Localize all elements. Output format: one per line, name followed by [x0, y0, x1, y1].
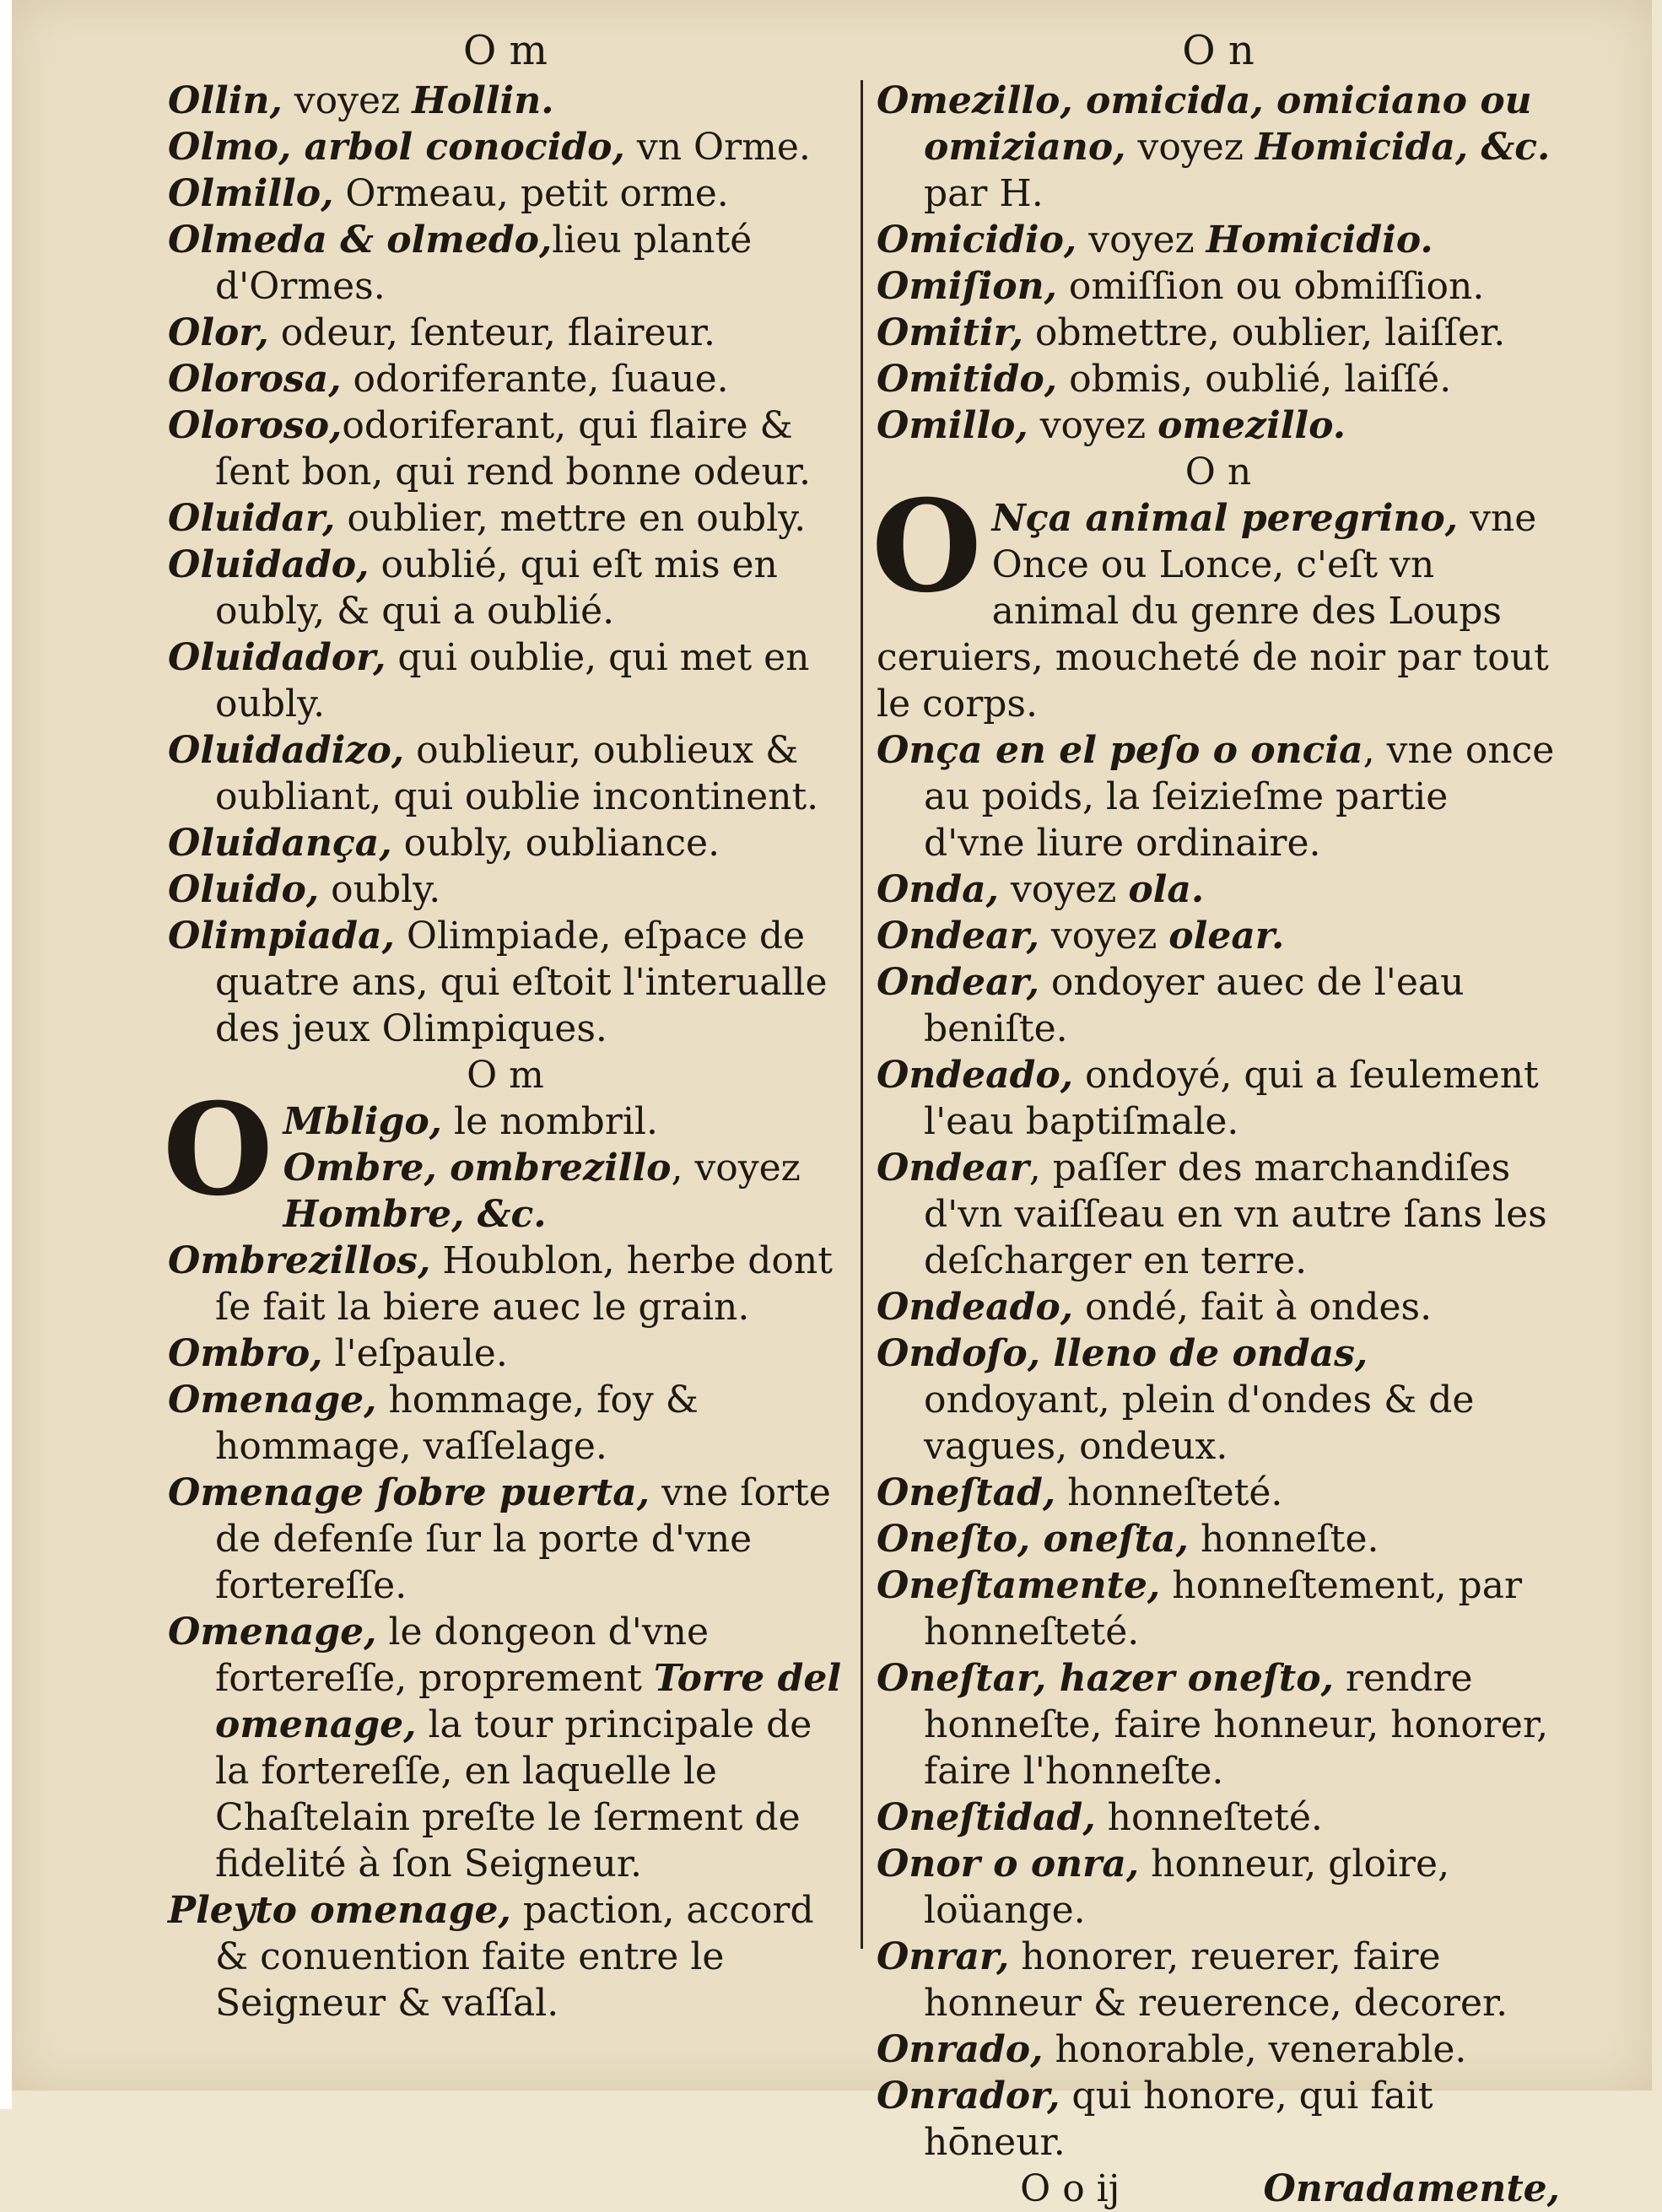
definition: ondoyé, qui a ſeulement l'eau baptiſmale. [924, 1054, 1539, 1143]
headword: Omicidio, [877, 219, 1077, 262]
entry-list [168, 78, 843, 1052]
dictionary-entry [168, 170, 843, 217]
dictionary-entry [168, 1609, 843, 1887]
definition: oublieur, oublieux & oubliant, qui oublie incontinent. [215, 729, 819, 818]
definition: vne ſorte de defenſe ſur la porte d'vne fortereſſe. [215, 1471, 831, 1607]
dictionary-entry [877, 1284, 1560, 1330]
headword: Ondoſo, lleno de ondas, [877, 1332, 1368, 1375]
dictionary-entry [877, 866, 1560, 913]
dictionary-entry [168, 124, 843, 170]
definition: Houblon, herbe dont ſe fait la biere auec le grain. [215, 1239, 833, 1329]
headword: Oluidar, [168, 497, 336, 540]
definition: honneſte. [1188, 1518, 1379, 1561]
definition: odoriferante, ſuaue. [341, 358, 729, 401]
dictionary-entry [168, 913, 843, 1052]
headword: Ondear, [877, 961, 1039, 1004]
dictionary-entry [877, 1934, 1560, 2026]
dictionary-entry [168, 1470, 843, 1609]
dictionary-entry [168, 78, 843, 124]
headword: Olorosa, [168, 358, 342, 401]
dictionary-entry [877, 1794, 1560, 1841]
headword: Onrador, [877, 2074, 1060, 2118]
headword: Mbligo, [283, 1100, 443, 1143]
definition: honorable, venerable. [1043, 2028, 1467, 2071]
headword: Oluidança, [168, 822, 392, 865]
headword: Ondear, [877, 914, 1039, 958]
dictionary-entry [877, 2073, 1560, 2166]
headword: Olimpiada, [168, 914, 395, 958]
dictionary-entry [877, 1841, 1560, 1934]
headword: Omezillo, omicida, omiciano ou omiziano, [877, 79, 1532, 169]
definition: ondoyant, plein d'ondes & de vagues, ondeux. [924, 1378, 1475, 1468]
definition: l'eſpaule. [322, 1332, 508, 1375]
definition: oubly. [319, 868, 441, 911]
entry-list [168, 1238, 843, 2026]
dictionary-entry [877, 310, 1560, 356]
dictionary-entry [168, 866, 843, 913]
dictionary-entry [877, 959, 1560, 1052]
dictionary-entry [168, 1377, 843, 1470]
headword: Oluidado, [168, 543, 370, 586]
headword: Oneſtar, hazer oneſto, [877, 1657, 1334, 1700]
definition: , vne once au poids, la ſeizieſme partie d'vne liure ordinaire. [924, 729, 1555, 865]
definition: , paſſer des marchandiſes d'vn vaiſſeau en vn autre ſans les deſcharger en terre. [924, 1146, 1547, 1282]
definition: par H. [924, 172, 1044, 215]
dictionary-entry [877, 1145, 1560, 1284]
headword: Oneſtamente, [877, 1564, 1161, 1607]
headword: Omitido, [877, 358, 1058, 401]
headword: Onda, [877, 868, 999, 911]
definition: obmettre, oublier, laiſſer. [1023, 311, 1506, 354]
cross-reference: ola. [1128, 868, 1205, 911]
definition: honorer, reuerer, faire honneur & reuerence, decorer. [924, 1935, 1508, 2025]
dictionary-entry [877, 78, 1560, 217]
entry-list [877, 78, 1560, 449]
headword: Omenage, [168, 1378, 377, 1422]
section-head: O m [467, 1054, 544, 1097]
definition: rendre honneſte, faire honneur, honorer, faire l'honneſte. [924, 1657, 1549, 1793]
headword: Omitir, [877, 311, 1023, 354]
dictionary-entry [877, 2026, 1560, 2073]
dropcap-entry [871, 472, 1560, 727]
section-head: O n [1184, 450, 1252, 494]
dictionary-entry [168, 820, 843, 866]
definition: Ormeau, petit orme. [333, 172, 729, 215]
running-head: O m [462, 27, 548, 74]
definition: , voyez [671, 1146, 801, 1190]
definition: honneſtement, par honneſteté. [924, 1564, 1522, 1654]
definition: omiſſion ou obmiſſion. [1056, 265, 1485, 308]
dictionary-entry [877, 356, 1560, 402]
headword: Ondeado, [877, 1054, 1074, 1097]
headword: Ondeado, [877, 1286, 1074, 1329]
cross-reference: omezillo. [1157, 404, 1346, 447]
dictionary-entry [168, 1887, 843, 2026]
definition: voyez [1028, 404, 1158, 447]
dictionary-entry [877, 727, 1560, 866]
definition: voyez [282, 79, 413, 122]
definition: qui oublie, qui met en oubly. [215, 636, 810, 726]
definition: odoriferant, qui flaire & ſent bon, qui rend bonne odeur. [215, 404, 811, 494]
headword: Oluidadizo, [168, 729, 405, 772]
dictionary-entry [877, 402, 1560, 449]
headword: Ollin, [168, 79, 283, 122]
definition: paction, accord & conuention faite entre le Seigneur & vaſſal. [215, 1889, 814, 2025]
definition: voyez [1039, 914, 1169, 958]
headword: Oneſtad, [877, 1471, 1056, 1514]
dictionary-entry [877, 1562, 1560, 1655]
dictionary-entry [877, 913, 1560, 959]
definition: hommage, foy & hommage, vaſſelage. [215, 1378, 699, 1468]
dictionary-entry [168, 495, 843, 542]
headword: Ondear [877, 1146, 1029, 1190]
running-head: O n [1182, 27, 1255, 74]
definition: le dongeon d'vne fortereſſe, proprement [215, 1610, 710, 1700]
headword: Olor, [168, 311, 269, 354]
sheet-edge [0, 0, 12, 2109]
headword: Omenage, [168, 1610, 377, 1654]
column-divider [861, 80, 863, 1949]
headword: Omiſion, [877, 265, 1057, 308]
page-footer [877, 2166, 1560, 2212]
dictionary-entry [877, 1655, 1560, 1794]
headword: Olmeda & olmedo, [168, 219, 553, 262]
definition: la tour principale de la fortereſſe, en laquelle le Chaſtelain preſte le ſerment de fidelité à ſon Seigneur. [215, 1703, 812, 1886]
definition: Olimpiade, eſpace de quatre ans, qui eſtoit l'interualle des jeux Olimpiques. [215, 914, 828, 1050]
dictionary-entry [877, 1470, 1560, 1516]
definition: vn Orme. [624, 126, 811, 169]
catchword: Onradamente, [1263, 2167, 1560, 2210]
definition: voyez [998, 868, 1129, 911]
headword: Ombre, ombrezillo [283, 1146, 672, 1190]
dictionary-entry [168, 402, 843, 495]
dictionary-entry [168, 1330, 843, 1377]
left-column [163, 25, 843, 2026]
dropcap-entry [163, 1076, 843, 1238]
signature-mark: O o ij [1020, 2167, 1120, 2210]
dictionary-entry [877, 217, 1560, 263]
drop-cap: O [871, 472, 982, 621]
definition: obmis, oublié, laiſſé. [1057, 358, 1452, 401]
headword: Pleyto omenage, [168, 1889, 511, 1932]
dictionary-entry [168, 634, 843, 727]
cross-reference: olear. [1168, 914, 1285, 958]
definition: honneur, gloire, loüange. [924, 1842, 1450, 1932]
dictionary-entry [168, 1238, 843, 1330]
definition: oublier, mettre en oubly. [335, 497, 807, 540]
dictionary-entry [168, 310, 843, 356]
definition: ondoyer auec de l'eau beniſte. [924, 961, 1465, 1050]
definition: honneſteté. [1055, 1471, 1283, 1514]
headword: Ombrezillos, [168, 1239, 431, 1282]
headword: Onça en el peſo o oncia [877, 729, 1363, 772]
dictionary-entry [168, 542, 843, 634]
dictionary-entry [877, 1052, 1560, 1145]
headword: Oluidador, [168, 636, 386, 679]
definition: lieu planté d'Ormes. [215, 219, 753, 308]
definition: oubly, oubliance. [391, 822, 720, 865]
drop-cap: O [163, 1076, 273, 1224]
headword: Omenage ſobre puerta, [168, 1471, 650, 1514]
headword: Onrado, [877, 2028, 1044, 2071]
cross-reference: Torre del omenage, [215, 1657, 842, 1746]
dictionary-entry [877, 1330, 1560, 1470]
headword: Olmillo, [168, 172, 334, 215]
definition: vne Once ou Lonce, c'eſt vn animal du genre des Loups ceruiers, moucheté de noir par tout le corps. [877, 497, 1549, 726]
headword: Nça animal peregrino, [991, 497, 1459, 540]
headword: Olmo, arbol conocido, [168, 126, 625, 169]
definition: honneſteté. [1095, 1796, 1323, 1839]
dictionary-entry [168, 727, 843, 820]
dictionary-page [12, 0, 1652, 2210]
dictionary-entry [168, 356, 843, 402]
headword: Onor o onra, [877, 1842, 1140, 1886]
definition: voyez [1077, 219, 1206, 262]
right-column [871, 25, 1560, 2212]
definition: qui honore, qui fait hōneur. [924, 2074, 1433, 2164]
definition: odeur, ſenteur, flaireur. [268, 311, 716, 354]
headword: Oneſto, oneſta, [877, 1518, 1189, 1561]
headword: Oluido, [168, 868, 320, 911]
definition: ondé, fait à ondes. [1073, 1286, 1433, 1329]
dictionary-entry [877, 1516, 1560, 1562]
headword: Oneſtidad, [877, 1796, 1096, 1839]
dictionary-entry [168, 217, 843, 310]
cross-reference: Hombre, &c. [283, 1193, 547, 1236]
headword: Onrar, [877, 1935, 1010, 1978]
entry-list [877, 727, 1560, 2166]
headword: Omillo, [877, 404, 1028, 447]
cross-reference: Hollin. [412, 79, 554, 122]
headword: Ombro, [168, 1332, 323, 1375]
definition: le nombril. [442, 1100, 658, 1143]
cross-reference: Homicida, &c. [1255, 126, 1551, 169]
headword: Oloroso, [168, 404, 343, 447]
definition: voyez [1125, 126, 1255, 169]
cross-reference: Homicidio. [1206, 219, 1433, 262]
dictionary-entry [877, 263, 1560, 310]
definition: oublié, qui eſt mis en oubly, & qui a oublié. [215, 543, 778, 633]
